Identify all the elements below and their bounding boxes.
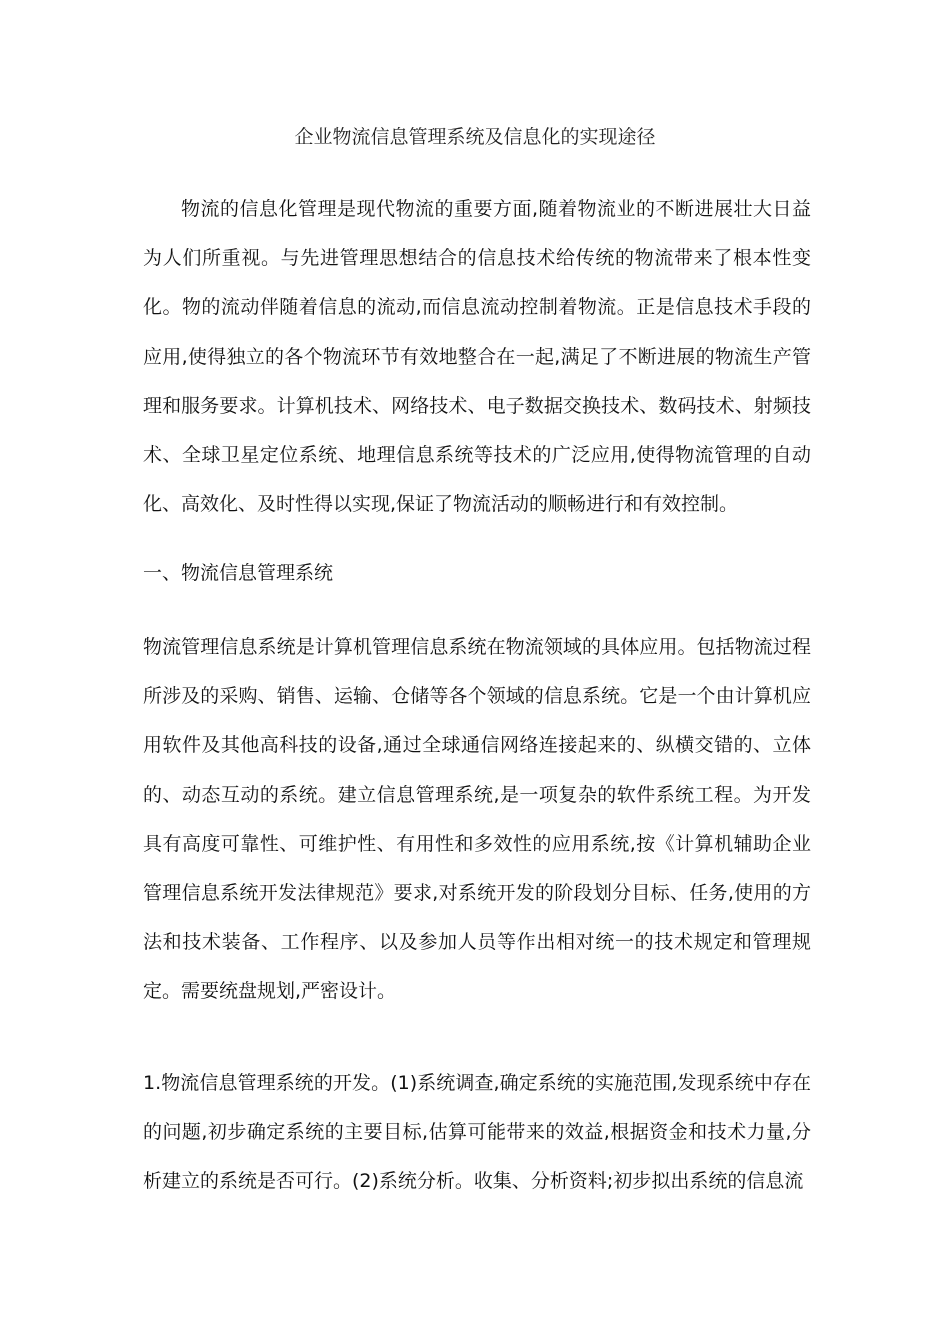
body-paragraph-2: 物流管理信息系统是计算机管理信息系统在物流领域的具体应用。包括物流过程所涉及的采购、销售、运输、仓储等各个领域的信息系统。它是一个由计算机应用软件及其他高科技的设备,通过全球通信网络连接起来的、纵横交错的、立体的、动态互动的系统。建立信息管理系统,是一项复杂的软件系统工程。为开发具有高度可靠性、可维护性、有用性和多效性的应用系统,按《计算机辅助企业管理信息系统开发法律规范》要求,对系统开发的阶段划分目标、任务,使用的方法和技术装备、工作程序、以及参加人员等作出相对统一的技术规定和管理规定。需要统盘规划,严密设计。 [143, 636, 811, 1003]
body-paragraph-1: 物流的信息化管理是现代物流的重要方面,随着物流业的不断进展壮大日益为人们所重视。与先进管理思想结合的信息技术给传统的物流带来了根本性变化。物的流动伴随着信息的流动,而信息流动控制着物流。正是信息技术手段的应用,使得独立的各个物流环节有效地整合在一起,满足了不断进展的物流生产管理和服务要求。计算机技术、网络技术、电子数据交换技术、数码技术、射频技术、全球卫星定位系统、地理信息系统等技术的广泛应用,使得物流管理的自动化、高效化、及时性得以实现,保证了物流活动的顺畅进行和有效控制。 [143, 198, 811, 516]
body-paragraph-3: 1.物流信息管理系统的开发。(1)系统调查,确定系统的实施范围,发现系统中存在的问题,初步确定系统的主要目标,估算可能带来的效益,根据资金和技术力量,分析建立的系统是否可行。(2)系统分析。收集、分析资料;初步拟出系统的信息流 [143, 1072, 811, 1193]
document-title: 企业物流信息管理系统及信息化的实现途径 [294, 126, 656, 148]
section-heading: 一、物流信息管理系统 [143, 562, 334, 584]
